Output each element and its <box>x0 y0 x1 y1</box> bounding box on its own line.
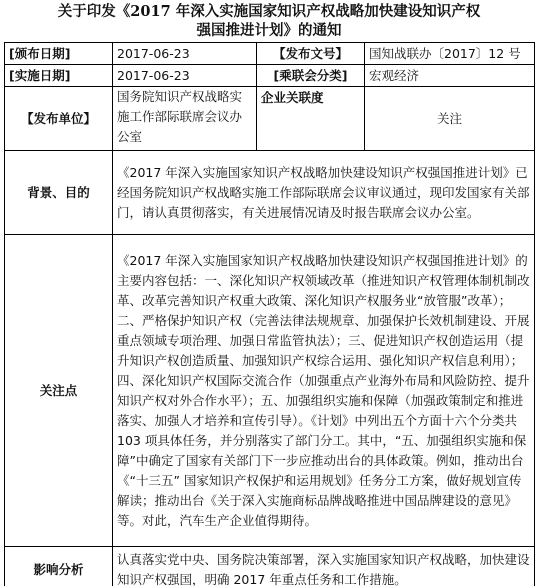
category-value: 宏观经济 <box>365 65 535 87</box>
title-line-2: 强国推进计划》的通知 <box>196 22 342 39</box>
effective-date-value: 2017-06-23 <box>113 65 257 87</box>
row-issuer <box>5 87 535 151</box>
focus-label: 关注点 <box>5 235 113 547</box>
background-text: 《2017 年深入实施国家知识产权战略加快建设知识产权强国推进计划》已经国务院知识产权战略实施工作部际联席会议审议通过，现印发国家有关部门，请认真贯彻落实，有关进展情况请及时报告联席会议办公室。 <box>113 151 535 235</box>
relevance-label: 企业关联度 <box>257 87 365 151</box>
document-title <box>0 0 538 40</box>
issuer-value: 国务院知识产权战略实施工作部际联席会议办公室 <box>113 87 257 151</box>
title-line-1: 关于印发《2017 年深入实施国家知识产权战略加快建设知识产权 <box>57 3 481 20</box>
row-focus <box>5 235 535 547</box>
impact-text: 认真落实党中央、国务院决策部署，深入实施国家知识产权战略，加快建设知识产权强国，明确 2017 年重点任务和工作措施。 <box>113 547 535 586</box>
background-label: 背景、目的 <box>5 151 113 235</box>
effective-date-label: [实施日期] <box>5 65 113 87</box>
policy-info-table <box>4 42 535 586</box>
impact-label: 影响分析 <box>5 547 113 586</box>
publish-date-label: [颁布日期] <box>5 43 113 65</box>
publish-date-value: 2017-06-23 <box>113 43 257 65</box>
row-impact <box>5 547 535 586</box>
row-background <box>5 151 535 235</box>
relevance-value: 关注 <box>365 87 535 151</box>
row-effective-date <box>5 65 535 87</box>
row-publish-date <box>5 43 535 65</box>
focus-text: 《2017 年深入实施国家知识产权战略加快建设知识产权强国推进计划》的主要内容包括：一、深化知识产权领域改革（推进知识产权管理体制机制改革、改革完善知识产权重大政策、深化知识产权服务业“放管服”改革）；二、严格保护知识产权（完善法律法规规章、加强保护长效机制建设、开展重点领域专项治理、加强日常监管执法）；三、促进知识产权创造运用（提升知识产权创造质量、加强知识产权综合运用、强化知识产权信息利用）；四、深化知识产权国际交流合作（加强重点产业海外布局和风险防控、提升知识产权对外合作水平）；五、加强组织实施和保障（加强政策制定和推进落实、加强人才培养和宣传引导）。《计划》中列出五个方面十六个分类共 103 项具体任务，并分别落实了部门分工。其中，“五、加强组织实施和保障”中确定了国家有关部门下一步应推动出台的具体政策。例如，推动出台《“十三五” 国家知识产权保护和运用规划》任务分工方案，做好规划宣传解读；推动出台《关于深入实施商标品牌战略推进中国品牌建设的意见》等。对此，汽车生产企业值得期待。 <box>113 235 535 547</box>
category-label: [乘联会分类] <box>257 65 365 87</box>
issuer-label: 【发布单位】 <box>5 87 113 151</box>
doc-number-value: 国知战联办〔2017〕12 号 <box>365 43 535 65</box>
doc-number-label: 【发布文号】 <box>257 43 365 65</box>
